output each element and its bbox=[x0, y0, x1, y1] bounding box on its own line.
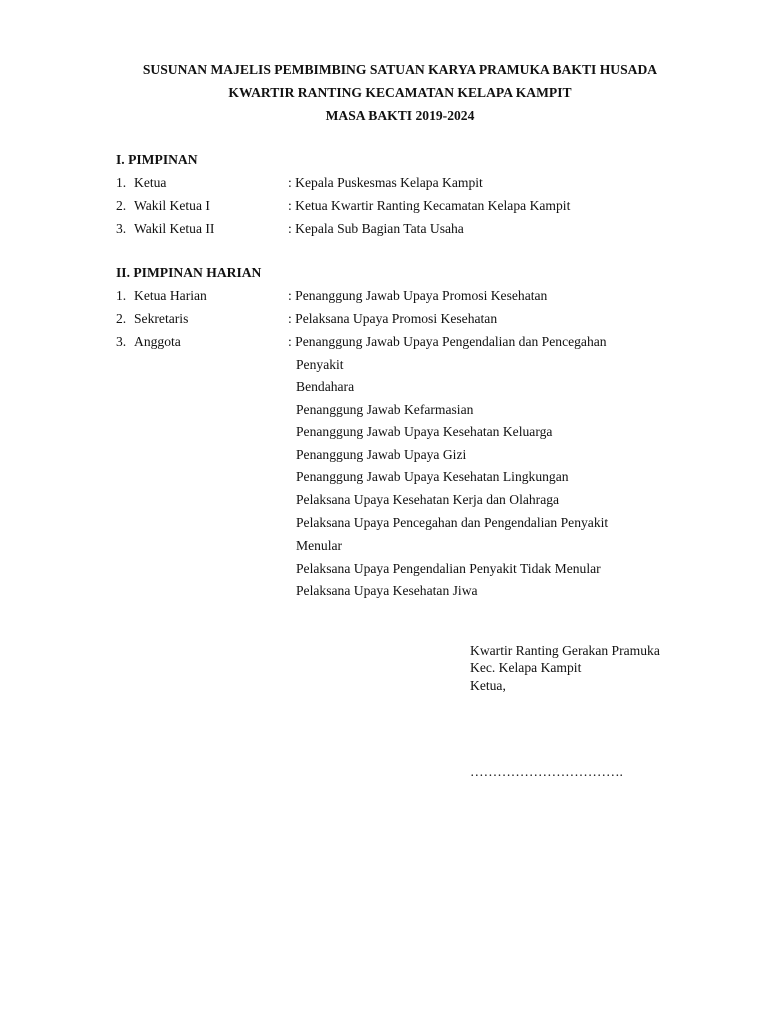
section-heading-pimpinan: I. PIMPINAN bbox=[116, 152, 198, 167]
member-line: Penanggung Jawab Upaya Kesehatan Keluarga bbox=[296, 424, 553, 439]
item-label: Sekretaris bbox=[134, 311, 189, 326]
doc-title-line1: SUSUNAN MAJELIS PEMBIMBING SATUAN KARYA PRAMUKA BAKTI HUSADA bbox=[142, 62, 658, 77]
doc-title-line3: MASA BAKTI 2019-2024 bbox=[325, 108, 475, 123]
item-number: 3. bbox=[116, 334, 127, 349]
member-line: Menular bbox=[296, 538, 343, 553]
signature-org-line1: Kwartir Ranting Gerakan Pramuka bbox=[470, 643, 660, 658]
item-value: : Penanggung Jawab Upaya Promosi Kesehatan bbox=[288, 288, 548, 303]
member-line: Penanggung Jawab Kefarmasian bbox=[296, 402, 474, 417]
member-line: Pelaksana Upaya Pengendalian Penyakit Tidak Menular bbox=[296, 561, 601, 576]
item-label: Ketua bbox=[134, 175, 167, 190]
item-label: Anggota bbox=[134, 334, 181, 349]
member-line: Penyakit bbox=[296, 357, 344, 372]
signature-role: Ketua, bbox=[470, 678, 506, 693]
member-line: Penanggung Jawab Upaya Kesehatan Lingkungan bbox=[296, 469, 569, 484]
section-heading-pimpinan-harian: II. PIMPINAN HARIAN bbox=[116, 265, 262, 280]
item-value: : Kepala Puskesmas Kelapa Kampit bbox=[288, 175, 483, 190]
member-line: Pelaksana Upaya Kesehatan Kerja dan Olahraga bbox=[296, 492, 560, 507]
item-label: Wakil Ketua II bbox=[134, 221, 215, 236]
item-label: Wakil Ketua I bbox=[134, 198, 210, 213]
doc-title-line2: KWARTIR RANTING KECAMATAN KELAPA KAMPIT bbox=[228, 85, 572, 100]
item-label: Ketua Harian bbox=[134, 288, 207, 303]
member-line: Pelaksana Upaya Kesehatan Jiwa bbox=[296, 583, 478, 598]
member-line: Pelaksana Upaya Pencegahan dan Pengendalian Penyakit bbox=[296, 515, 609, 530]
item-value: : Ketua Kwartir Ranting Kecamatan Kelapa Kampit bbox=[288, 198, 571, 213]
item-value: : Penanggung Jawab Upaya Pengendalian dan Pencegahan bbox=[288, 334, 607, 349]
item-number: 3. bbox=[116, 221, 127, 236]
item-number: 1. bbox=[116, 288, 127, 303]
item-number: 2. bbox=[116, 311, 127, 326]
item-number: 2. bbox=[116, 198, 127, 213]
item-value: : Pelaksana Upaya Promosi Kesehatan bbox=[288, 311, 498, 326]
signature-name-placeholder: ……………………………. bbox=[470, 764, 623, 779]
member-line: Bendahara bbox=[296, 379, 355, 394]
member-line: Penanggung Jawab Upaya Gizi bbox=[296, 447, 467, 462]
item-value: : Kepala Sub Bagian Tata Usaha bbox=[288, 221, 464, 236]
signature-org-line2: Kec. Kelapa Kampit bbox=[470, 660, 582, 675]
item-number: 1. bbox=[116, 175, 127, 190]
